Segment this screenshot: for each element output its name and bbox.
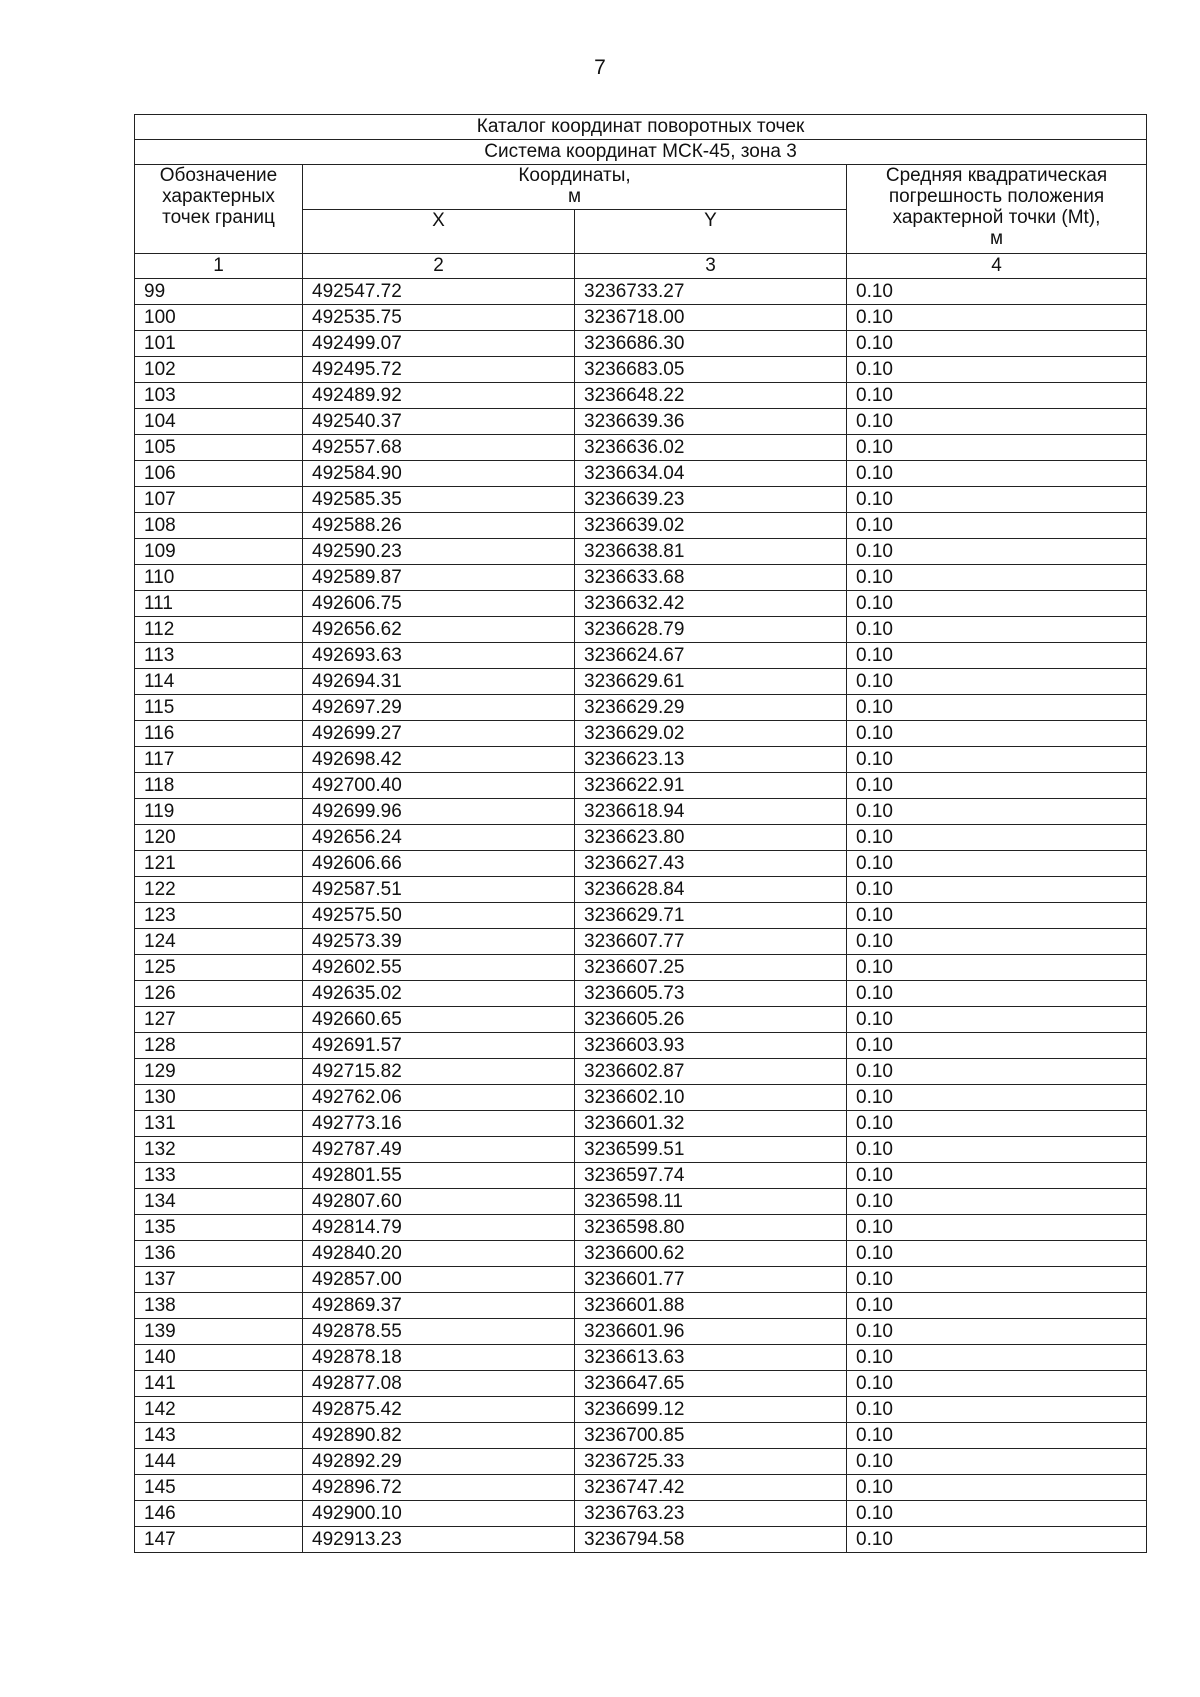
table-row: [135, 773, 1147, 799]
point-number-cell: 138: [135, 1293, 303, 1319]
error-cell: 0.10: [847, 383, 1147, 409]
y-coordinate-cell: 3236747.42: [575, 1475, 847, 1501]
error-cell: 0.10: [847, 1293, 1147, 1319]
point-number-cell: 122: [135, 877, 303, 903]
y-coordinate-cell: 3236618.94: [575, 799, 847, 825]
x-coordinate-cell: 492606.75: [303, 591, 575, 617]
x-coordinate-cell: 492694.31: [303, 669, 575, 695]
error-cell: 0.10: [847, 617, 1147, 643]
point-number-cell: 119: [135, 799, 303, 825]
mean-square-error-header: Средняя квадратическая погрешность положения характерной точки (Mt), м: [847, 165, 1147, 254]
y-coordinate-cell: 3236597.74: [575, 1163, 847, 1189]
x-coordinate-cell: 492656.24: [303, 825, 575, 851]
table-row: [135, 1215, 1147, 1241]
y-coordinate-cell: 3236607.77: [575, 929, 847, 955]
error-cell: 0.10: [847, 955, 1147, 981]
column-number: 3: [575, 254, 847, 279]
y-coordinate-cell: 3236794.58: [575, 1527, 847, 1553]
error-cell: 0.10: [847, 825, 1147, 851]
y-coordinate-cell: 3236629.71: [575, 903, 847, 929]
error-cell: 0.10: [847, 1215, 1147, 1241]
x-coordinate-cell: 492913.23: [303, 1527, 575, 1553]
y-coordinate-cell: 3236600.62: [575, 1241, 847, 1267]
x-coordinate-cell: 492584.90: [303, 461, 575, 487]
error-cell: 0.10: [847, 799, 1147, 825]
point-number-cell: 124: [135, 929, 303, 955]
error-cell: 0.10: [847, 747, 1147, 773]
table-row: [135, 513, 1147, 539]
point-number-cell: 115: [135, 695, 303, 721]
table-row: [135, 1085, 1147, 1111]
x-coordinate-cell: 492869.37: [303, 1293, 575, 1319]
error-cell: 0.10: [847, 1137, 1147, 1163]
point-number-cell: 100: [135, 305, 303, 331]
column-number: 2: [303, 254, 575, 279]
point-number-cell: 112: [135, 617, 303, 643]
x-coordinate-cell: 492878.55: [303, 1319, 575, 1345]
x-coordinate-cell: 492489.92: [303, 383, 575, 409]
x-coordinate-cell: 492787.49: [303, 1137, 575, 1163]
point-number-cell: 106: [135, 461, 303, 487]
point-number-cell: 127: [135, 1007, 303, 1033]
x-coordinate-cell: 492557.68: [303, 435, 575, 461]
error-cell: 0.10: [847, 1163, 1147, 1189]
x-coordinate-cell: 492875.42: [303, 1397, 575, 1423]
y-coordinate-cell: 3236598.11: [575, 1189, 847, 1215]
point-number-cell: 118: [135, 773, 303, 799]
column-number: 4: [847, 254, 1147, 279]
y-coordinate-cell: 3236627.43: [575, 851, 847, 877]
point-number-cell: 146: [135, 1501, 303, 1527]
table-row: [135, 1033, 1147, 1059]
y-coordinate-cell: 3236599.51: [575, 1137, 847, 1163]
x-coordinate-cell: 492540.37: [303, 409, 575, 435]
error-cell: 0.10: [847, 851, 1147, 877]
x-coordinate-cell: 492762.06: [303, 1085, 575, 1111]
point-number-cell: 102: [135, 357, 303, 383]
y-coordinate-cell: 3236605.26: [575, 1007, 847, 1033]
table-row: [135, 1397, 1147, 1423]
point-number-cell: 101: [135, 331, 303, 357]
page-number: 7: [594, 56, 606, 79]
point-number-cell: 132: [135, 1137, 303, 1163]
x-coordinate-cell: 492499.07: [303, 331, 575, 357]
y-coordinate-cell: 3236598.80: [575, 1215, 847, 1241]
y-coordinate-cell: 3236636.02: [575, 435, 847, 461]
x-coordinate-cell: 492573.39: [303, 929, 575, 955]
x-coordinate-cell: 492587.51: [303, 877, 575, 903]
x-coordinate-cell: 492495.72: [303, 357, 575, 383]
point-number-cell: 141: [135, 1371, 303, 1397]
error-cell: 0.10: [847, 1033, 1147, 1059]
y-coordinate-cell: 3236601.32: [575, 1111, 847, 1137]
table-row: [135, 825, 1147, 851]
table-row: [135, 1137, 1147, 1163]
error-cell: 0.10: [847, 357, 1147, 383]
point-number-cell: 113: [135, 643, 303, 669]
y-coordinate-cell: 3236629.61: [575, 669, 847, 695]
error-cell: 0.10: [847, 981, 1147, 1007]
point-number-cell: 123: [135, 903, 303, 929]
y-coordinate-cell: 3236602.87: [575, 1059, 847, 1085]
point-number-cell: 143: [135, 1423, 303, 1449]
x-coordinate-cell: 492660.65: [303, 1007, 575, 1033]
point-number-cell: 129: [135, 1059, 303, 1085]
table-row: [135, 1111, 1147, 1137]
table-row: [135, 1189, 1147, 1215]
x-coordinate-cell: 492807.60: [303, 1189, 575, 1215]
error-cell: 0.10: [847, 487, 1147, 513]
x-coordinate-cell: 492814.79: [303, 1215, 575, 1241]
point-number-cell: 121: [135, 851, 303, 877]
y-coordinate-cell: 3236607.25: [575, 955, 847, 981]
y-header: Y: [575, 210, 847, 254]
y-coordinate-cell: 3236632.42: [575, 591, 847, 617]
coordinates-catalog-table: [134, 114, 1147, 1553]
x-coordinate-cell: 492715.82: [303, 1059, 575, 1085]
point-number-cell: 125: [135, 955, 303, 981]
error-cell: 0.10: [847, 435, 1147, 461]
x-coordinate-cell: 492602.55: [303, 955, 575, 981]
x-coordinate-cell: 492693.63: [303, 643, 575, 669]
y-coordinate-cell: 3236605.73: [575, 981, 847, 1007]
x-coordinate-cell: 492589.87: [303, 565, 575, 591]
y-coordinate-cell: 3236628.84: [575, 877, 847, 903]
error-cell: 0.10: [847, 1241, 1147, 1267]
y-coordinate-cell: 3236639.02: [575, 513, 847, 539]
table-title: Каталог координат поворотных точек: [135, 115, 1147, 140]
table-row: [135, 617, 1147, 643]
table-row: [135, 487, 1147, 513]
x-coordinate-cell: 492877.08: [303, 1371, 575, 1397]
table-row: [135, 903, 1147, 929]
x-coordinate-cell: 492585.35: [303, 487, 575, 513]
y-coordinate-cell: 3236639.36: [575, 409, 847, 435]
x-header: X: [303, 210, 575, 254]
y-coordinate-cell: 3236686.30: [575, 331, 847, 357]
x-coordinate-cell: 492699.27: [303, 721, 575, 747]
y-coordinate-cell: 3236700.85: [575, 1423, 847, 1449]
y-coordinate-cell: 3236601.88: [575, 1293, 847, 1319]
x-coordinate-cell: 492635.02: [303, 981, 575, 1007]
y-coordinate-cell: 3236638.81: [575, 539, 847, 565]
coordinates-header: Координаты, м: [303, 165, 847, 210]
x-coordinate-cell: 492588.26: [303, 513, 575, 539]
point-number-cell: 109: [135, 539, 303, 565]
y-coordinate-cell: 3236647.65: [575, 1371, 847, 1397]
table-row: [135, 409, 1147, 435]
y-coordinate-cell: 3236613.63: [575, 1345, 847, 1371]
point-number-cell: 133: [135, 1163, 303, 1189]
error-cell: 0.10: [847, 1189, 1147, 1215]
y-coordinate-cell: 3236699.12: [575, 1397, 847, 1423]
x-coordinate-cell: 492878.18: [303, 1345, 575, 1371]
y-coordinate-cell: 3236623.80: [575, 825, 847, 851]
point-number-cell: 144: [135, 1449, 303, 1475]
column-number-row: [135, 254, 1147, 279]
error-cell: 0.10: [847, 1449, 1147, 1475]
table-row: [135, 1319, 1147, 1345]
error-cell: 0.10: [847, 565, 1147, 591]
table-row: [135, 1449, 1147, 1475]
x-coordinate-cell: 492857.00: [303, 1267, 575, 1293]
table-row: [135, 721, 1147, 747]
y-coordinate-cell: 3236634.04: [575, 461, 847, 487]
error-cell: 0.10: [847, 461, 1147, 487]
x-coordinate-cell: 492535.75: [303, 305, 575, 331]
x-coordinate-cell: 492547.72: [303, 279, 575, 305]
header-row: [135, 165, 1147, 210]
table-row: [135, 747, 1147, 773]
error-cell: 0.10: [847, 643, 1147, 669]
error-cell: 0.10: [847, 1423, 1147, 1449]
table-row: [135, 981, 1147, 1007]
error-cell: 0.10: [847, 1397, 1147, 1423]
x-coordinate-cell: 492700.40: [303, 773, 575, 799]
table-row: [135, 1163, 1147, 1189]
table-row: [135, 279, 1147, 305]
point-number-cell: 117: [135, 747, 303, 773]
y-coordinate-cell: 3236733.27: [575, 279, 847, 305]
table-row: [135, 305, 1147, 331]
error-cell: 0.10: [847, 903, 1147, 929]
column-number: 1: [135, 254, 303, 279]
table-subtitle-row: [135, 140, 1147, 165]
x-coordinate-cell: 492900.10: [303, 1501, 575, 1527]
point-number-cell: 140: [135, 1345, 303, 1371]
point-number-cell: 111: [135, 591, 303, 617]
point-number-cell: 107: [135, 487, 303, 513]
table-row: [135, 1293, 1147, 1319]
table-row: [135, 383, 1147, 409]
point-number-cell: 126: [135, 981, 303, 1007]
x-coordinate-cell: 492697.29: [303, 695, 575, 721]
point-number-cell: 135: [135, 1215, 303, 1241]
table-row: [135, 877, 1147, 903]
point-number-cell: 110: [135, 565, 303, 591]
point-number-cell: 116: [135, 721, 303, 747]
y-coordinate-cell: 3236683.05: [575, 357, 847, 383]
x-coordinate-cell: 492890.82: [303, 1423, 575, 1449]
error-cell: 0.10: [847, 1527, 1147, 1553]
x-coordinate-cell: 492606.66: [303, 851, 575, 877]
error-cell: 0.10: [847, 1345, 1147, 1371]
table-row: [135, 1527, 1147, 1553]
error-cell: 0.10: [847, 773, 1147, 799]
point-number-cell: 131: [135, 1111, 303, 1137]
y-coordinate-cell: 3236628.79: [575, 617, 847, 643]
point-number-cell: 137: [135, 1267, 303, 1293]
table-row: [135, 331, 1147, 357]
x-coordinate-cell: 492896.72: [303, 1475, 575, 1501]
table-row: [135, 357, 1147, 383]
y-coordinate-cell: 3236601.77: [575, 1267, 847, 1293]
error-cell: 0.10: [847, 1059, 1147, 1085]
point-number-cell: 114: [135, 669, 303, 695]
error-cell: 0.10: [847, 279, 1147, 305]
error-cell: 0.10: [847, 1371, 1147, 1397]
error-cell: 0.10: [847, 331, 1147, 357]
error-cell: 0.10: [847, 539, 1147, 565]
y-coordinate-cell: 3236601.96: [575, 1319, 847, 1345]
error-cell: 0.10: [847, 1319, 1147, 1345]
y-coordinate-cell: 3236629.02: [575, 721, 847, 747]
point-number-cell: 139: [135, 1319, 303, 1345]
error-cell: 0.10: [847, 591, 1147, 617]
point-designation-header: Обозначение характерных точек границ: [135, 165, 303, 254]
point-number-cell: 120: [135, 825, 303, 851]
point-number-cell: 130: [135, 1085, 303, 1111]
point-number-cell: 142: [135, 1397, 303, 1423]
table-row: [135, 669, 1147, 695]
point-number-cell: 147: [135, 1527, 303, 1553]
error-cell: 0.10: [847, 1267, 1147, 1293]
y-coordinate-cell: 3236622.91: [575, 773, 847, 799]
error-cell: 0.10: [847, 409, 1147, 435]
x-coordinate-cell: 492892.29: [303, 1449, 575, 1475]
point-number-cell: 136: [135, 1241, 303, 1267]
table-row: [135, 591, 1147, 617]
error-cell: 0.10: [847, 1111, 1147, 1137]
y-coordinate-cell: 3236639.23: [575, 487, 847, 513]
table-row: [135, 643, 1147, 669]
y-coordinate-cell: 3236603.93: [575, 1033, 847, 1059]
error-cell: 0.10: [847, 695, 1147, 721]
x-coordinate-cell: 492698.42: [303, 747, 575, 773]
point-number-cell: 103: [135, 383, 303, 409]
y-coordinate-cell: 3236763.23: [575, 1501, 847, 1527]
y-coordinate-cell: 3236602.10: [575, 1085, 847, 1111]
table-row: [135, 1241, 1147, 1267]
table-row: [135, 1423, 1147, 1449]
table-row: [135, 1007, 1147, 1033]
y-coordinate-cell: 3236648.22: [575, 383, 847, 409]
point-number-cell: 105: [135, 435, 303, 461]
x-coordinate-cell: 492773.16: [303, 1111, 575, 1137]
x-coordinate-cell: 492575.50: [303, 903, 575, 929]
point-number-cell: 99: [135, 279, 303, 305]
point-number-cell: 108: [135, 513, 303, 539]
y-coordinate-cell: 3236623.13: [575, 747, 847, 773]
error-cell: 0.10: [847, 669, 1147, 695]
x-coordinate-cell: 492691.57: [303, 1033, 575, 1059]
x-coordinate-cell: 492840.20: [303, 1241, 575, 1267]
point-number-cell: 128: [135, 1033, 303, 1059]
point-number-cell: 134: [135, 1189, 303, 1215]
table-subtitle: Система координат МСК-45, зона 3: [135, 140, 1147, 165]
y-coordinate-cell: 3236629.29: [575, 695, 847, 721]
table-row: [135, 695, 1147, 721]
table-row: [135, 565, 1147, 591]
x-coordinate-cell: 492699.96: [303, 799, 575, 825]
table-row: [135, 1475, 1147, 1501]
table-row: [135, 799, 1147, 825]
error-cell: 0.10: [847, 929, 1147, 955]
table-title-row: [135, 115, 1147, 140]
table-row: [135, 435, 1147, 461]
y-coordinate-cell: 3236725.33: [575, 1449, 847, 1475]
error-cell: 0.10: [847, 513, 1147, 539]
point-number-cell: 145: [135, 1475, 303, 1501]
error-cell: 0.10: [847, 305, 1147, 331]
table-row: [135, 955, 1147, 981]
table-row: [135, 1059, 1147, 1085]
table-row: [135, 851, 1147, 877]
y-coordinate-cell: 3236718.00: [575, 305, 847, 331]
point-number-cell: 104: [135, 409, 303, 435]
error-cell: 0.10: [847, 1007, 1147, 1033]
error-cell: 0.10: [847, 877, 1147, 903]
table-row: [135, 1501, 1147, 1527]
x-coordinate-cell: 492590.23: [303, 539, 575, 565]
error-cell: 0.10: [847, 1475, 1147, 1501]
table-row: [135, 1267, 1147, 1293]
table-row: [135, 1371, 1147, 1397]
x-coordinate-cell: 492656.62: [303, 617, 575, 643]
table-row: [135, 1345, 1147, 1371]
table-row: [135, 929, 1147, 955]
x-coordinate-cell: 492801.55: [303, 1163, 575, 1189]
error-cell: 0.10: [847, 1085, 1147, 1111]
error-cell: 0.10: [847, 1501, 1147, 1527]
table-row: [135, 461, 1147, 487]
error-cell: 0.10: [847, 721, 1147, 747]
y-coordinate-cell: 3236624.67: [575, 643, 847, 669]
y-coordinate-cell: 3236633.68: [575, 565, 847, 591]
table-row: [135, 539, 1147, 565]
